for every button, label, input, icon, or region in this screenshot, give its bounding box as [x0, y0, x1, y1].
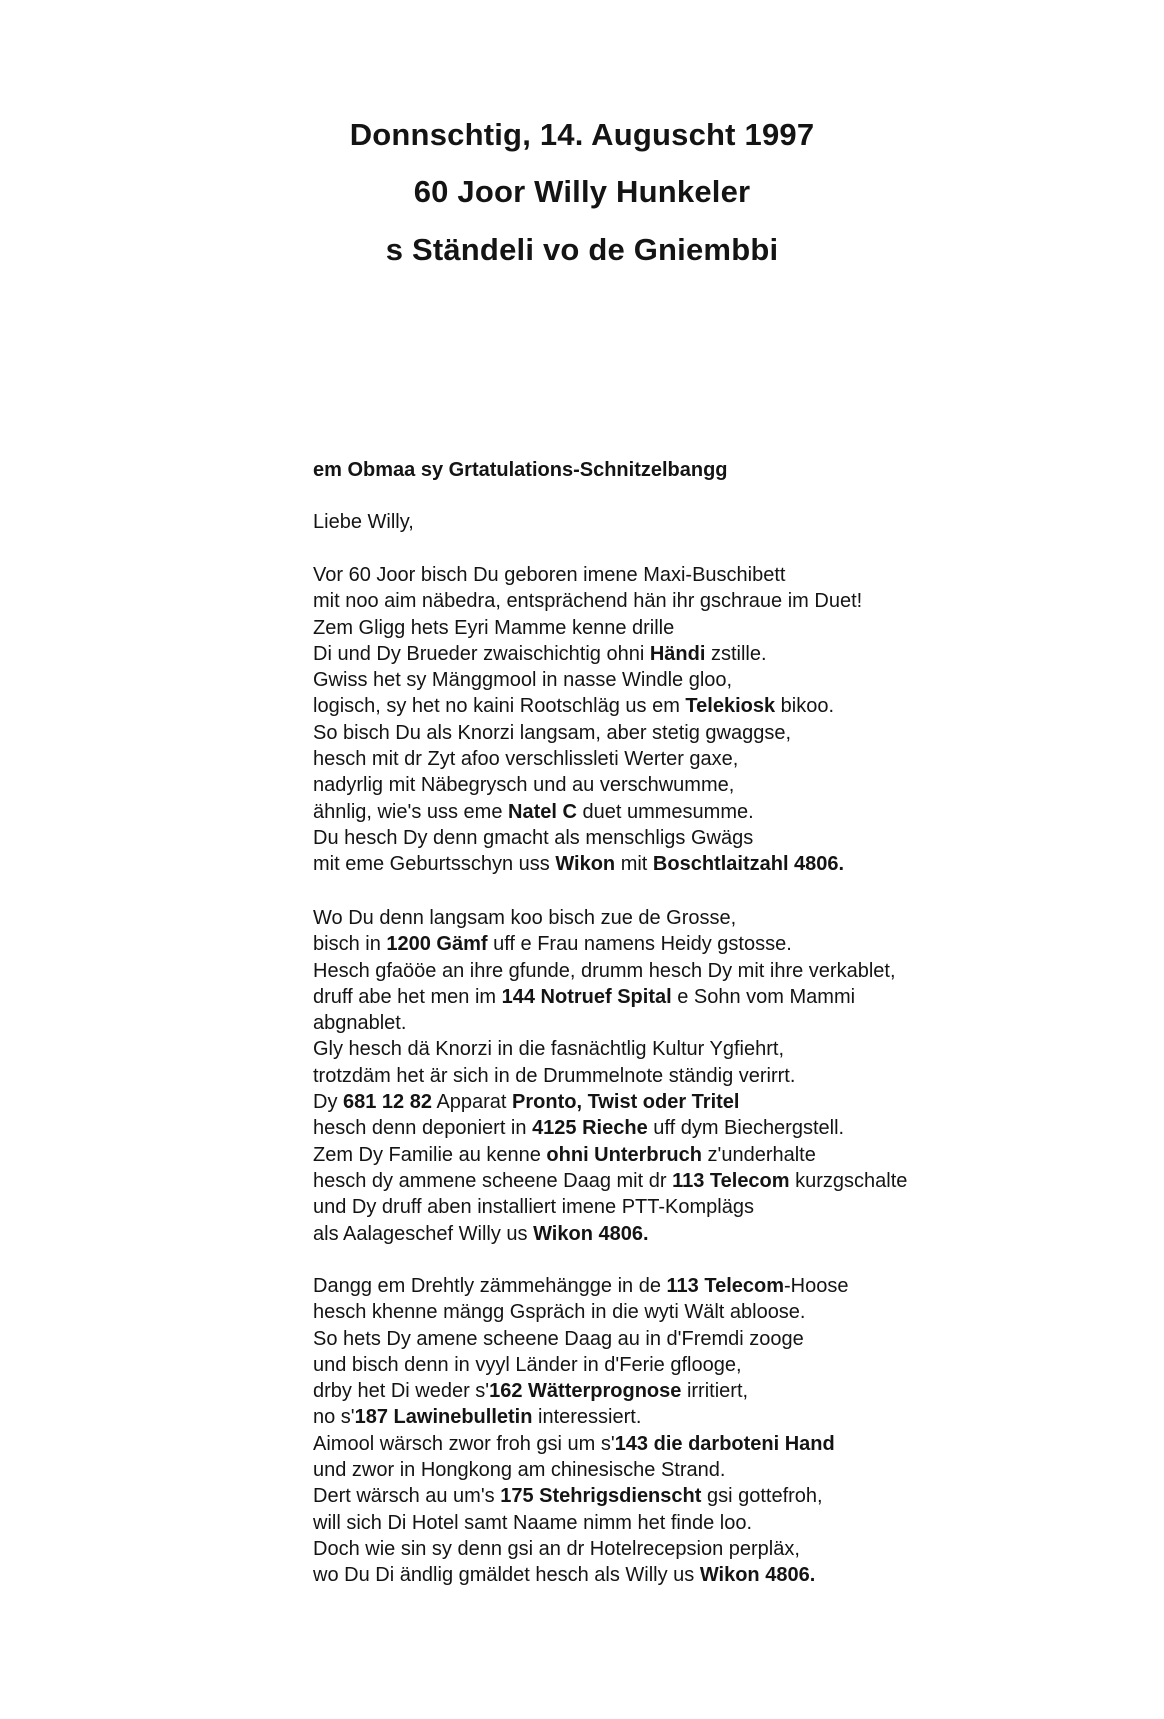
poem-text: Doch wie sin sy denn gsi an dr Hotelrecepsion perpläx,: [313, 1537, 800, 1560]
poem-highlight-text: Pronto, Twist oder Tritel: [512, 1091, 740, 1114]
poem-line: [313, 1089, 907, 1115]
poem-highlight-text: 175 Stehrigsdienscht: [500, 1485, 702, 1508]
poem-text: und Dy druff aben installiert imene PTT-Komplägs: [313, 1196, 754, 1219]
poem-line: [313, 825, 862, 851]
poem-text: hesch denn deponiert in: [313, 1117, 533, 1140]
poem-text: ähnlig, wie's uss eme: [313, 800, 509, 823]
poem-highlight-text: 143 die darboteni Hand: [614, 1432, 835, 1455]
poem-line: [313, 1378, 849, 1404]
poem-highlight-text: Wikon 4806.: [533, 1222, 649, 1245]
poem-line: [313, 931, 907, 957]
poem-text: will sich Di Hotel samt Naame nimm het finde loo.: [313, 1511, 753, 1534]
poem-line: [313, 746, 862, 772]
poem-line: [313, 1142, 907, 1168]
poem-line: [313, 562, 862, 588]
poem-line: [313, 958, 907, 984]
poem-text: Gwiss het sy Mänggmool in nasse Windle gloo,: [313, 669, 733, 692]
poem-text: Wo Du denn langsam koo bisch zue de Grosse,: [313, 907, 737, 929]
salutation: Liebe Willy,: [313, 511, 414, 533]
poem-line: [313, 667, 862, 693]
poem-line: [313, 1483, 849, 1509]
poem-text: Du hesch Dy denn gmacht als menschligs Gwägs: [313, 826, 754, 849]
poem-text: Hesch gfaööe an ihre gfunde, drumm hesch Dy mit ihre verkablet,: [313, 959, 896, 982]
poem-text: irritiert,: [681, 1380, 749, 1403]
poem-line: [313, 1457, 849, 1483]
poem-line: [313, 1510, 849, 1536]
poem-text: kurzgschalte: [789, 1169, 908, 1192]
poem-text: Zem Gligg hets Eyri Mamme kenne drille: [313, 616, 675, 639]
poem-text: -Hoose: [784, 1275, 849, 1297]
poem-text: duet ummesumme.: [576, 800, 754, 823]
stanza-1: [313, 562, 862, 878]
poem-text: uff e Frau namens Heidy gstosse.: [487, 933, 792, 956]
stanza-3: [313, 1273, 849, 1589]
poem-line: [313, 1063, 907, 1089]
poem-text: hesch dy ammene scheene Daag mit dr: [313, 1169, 673, 1192]
poem-highlight-text: 1200 Gämf: [386, 933, 488, 956]
poem-line: [313, 641, 862, 667]
poem-highlight-text: 187 Lawinebulletin: [354, 1406, 533, 1429]
poem-line: [313, 1273, 849, 1299]
poem-text: mit noo aim näbedra, entsprächend hän ihr gschraue im Duet!: [313, 590, 863, 613]
poem-text: hesch mit dr Zyt afoo verschlissleti Werter gaxe,: [313, 748, 739, 771]
poem-text: mit eme Geburtsschyn uss: [313, 853, 556, 876]
poem-text: Vor 60 Joor bisch Du geboren imene Maxi-Buschibett: [313, 564, 786, 586]
poem-line: [313, 984, 907, 1010]
document-title-occasion: 60 Joor Willy Hunkeler: [413, 174, 751, 209]
poem-text: hesch khenne mängg Gspräch in die wyti Wält abloose.: [313, 1301, 806, 1324]
poem-text: So hets Dy amene scheene Daag au in d'Fremdi zooge: [313, 1327, 804, 1350]
poem-text: Di und Dy Brueder zwaischichtig ohni: [313, 642, 650, 665]
poem-highlight-text: Telekiosk: [685, 695, 776, 718]
poem-highlight-text: 681 12 82: [343, 1091, 432, 1114]
document-title-date: Donnschtig, 14. Auguscht 1997: [349, 117, 815, 152]
poem-line: [313, 1168, 907, 1194]
poem-text: und zwor in Hongkong am chinesische Strand.: [313, 1459, 726, 1482]
poem-text: logisch, sy het no kaini Rootschläg us em: [313, 695, 686, 718]
poem-line: [313, 1352, 849, 1378]
poem-line: [313, 1404, 849, 1430]
poem-text: Apparat: [431, 1091, 513, 1114]
poem-highlight-text: 113 Telecom: [672, 1169, 790, 1192]
poem-line: [313, 1431, 849, 1457]
poem-line: [313, 720, 862, 746]
poem-line: [313, 615, 862, 641]
poem-subtitle: em Obmaa sy Grtatulations-Schnitzelbangg: [313, 459, 728, 481]
poem-line: [313, 1194, 907, 1220]
poem-text: Dangg em Drehtly zämmehängge in de: [313, 1275, 667, 1297]
poem-highlight-text: ohni Unterbruch: [546, 1143, 702, 1166]
poem-text: no s': [313, 1406, 355, 1429]
poem-text: Aimool wärsch zwor froh gsi um s': [313, 1432, 615, 1455]
poem-highlight-text: Händi: [649, 642, 706, 665]
poem-line: [313, 1562, 849, 1588]
poem-line: [313, 1010, 907, 1036]
poem-line: [313, 851, 862, 877]
poem-text: uff dym Biechergstell.: [647, 1117, 845, 1140]
poem-line: [313, 772, 862, 798]
poem-text: Dy: [313, 1091, 343, 1114]
poem-line: [313, 799, 862, 825]
poem-highlight-text: Wikon: [555, 853, 616, 876]
poem-text: So bisch Du als Knorzi langsam, aber stetig gwaggse,: [313, 721, 792, 744]
poem-text: e Sohn vom Mammi: [671, 985, 856, 1008]
poem-line: [313, 1536, 849, 1562]
document-title-venue: s Ständeli vo de Gniembbi: [385, 232, 779, 267]
poem-text: interessiert.: [532, 1406, 642, 1429]
poem-line: [313, 1326, 849, 1352]
poem-line: [313, 905, 907, 931]
poem-text: z'underhalte: [701, 1143, 816, 1166]
poem-text: mit: [615, 853, 653, 876]
poem-highlight-text: Natel C: [508, 800, 577, 823]
poem-text: Zem Dy Familie au kenne: [313, 1143, 547, 1166]
poem-text: druff abe het men im: [313, 985, 502, 1008]
poem-text: zstille.: [705, 642, 767, 665]
poem-line: [313, 1036, 907, 1062]
poem-text: bikoo.: [775, 695, 835, 718]
poem-highlight-text: 162 Wätterprognose: [489, 1380, 682, 1403]
poem-text: als Aalageschef Willy us: [313, 1222, 534, 1245]
poem-text: drby het Di weder s': [313, 1380, 490, 1403]
stanza-2: [313, 905, 907, 1247]
poem-highlight-text: Wikon 4806.: [699, 1564, 816, 1587]
poem-text: bisch in: [313, 933, 387, 956]
poem-text: gsi gottefroh,: [701, 1485, 823, 1508]
poem-text: und bisch denn in vyyl Länder in d'Ferie gflooge,: [313, 1353, 742, 1376]
poem-text: Gly hesch dä Knorzi in die fasnächtlig Kultur Ygfiehrt,: [313, 1038, 784, 1061]
poem-line: [313, 1299, 849, 1325]
poem-highlight-text: 4125 Rieche: [532, 1117, 648, 1140]
poem-line: [313, 1221, 907, 1247]
poem-line: [313, 1115, 907, 1141]
poem-text: Dert wärsch au um's: [313, 1485, 501, 1508]
poem-highlight-text: 144 Notruef Spital: [501, 985, 672, 1008]
poem-text: nadyrlig mit Näbegrysch und au verschwumme,: [313, 774, 735, 797]
poem-text: trotzdäm het är sich in de Drummelnote ständig verirrt.: [313, 1064, 796, 1087]
poem-text: wo Du Di ändlig gmäldet hesch als Willy us: [313, 1564, 700, 1587]
poem-highlight-text: Boschtlaitzahl 4806.: [652, 853, 845, 876]
poem-text: abgnablet.: [313, 1012, 407, 1035]
poem-highlight-text: 113 Telecom: [666, 1275, 785, 1297]
poem-line: [313, 693, 862, 719]
poem-line: [313, 588, 862, 614]
